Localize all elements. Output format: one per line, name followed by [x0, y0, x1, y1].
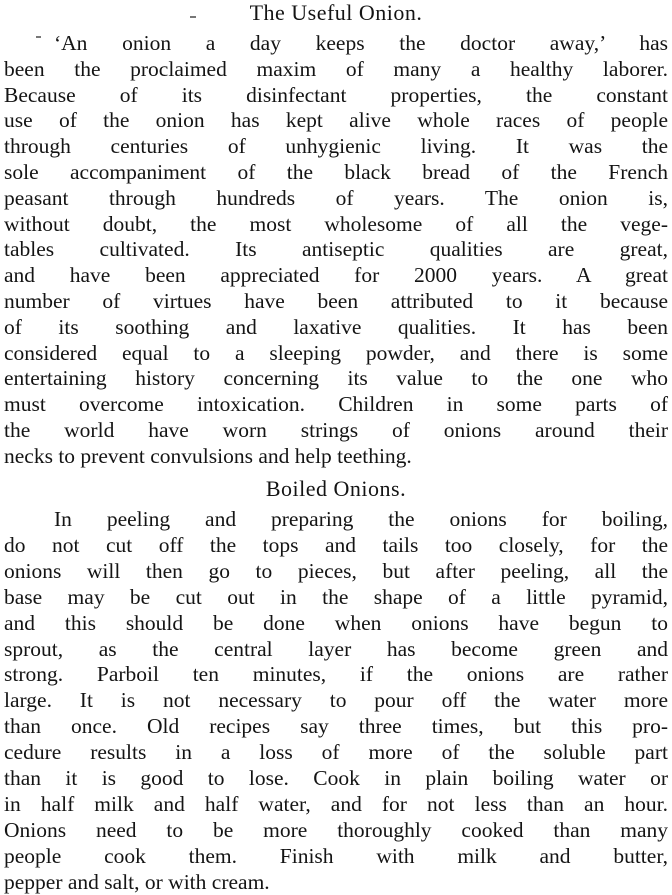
text-line: the world have worn strings of onions around their — [4, 418, 668, 442]
text-line: Because of its disinfectant properties, the constant — [4, 82, 668, 107]
print-speck — [36, 36, 41, 38]
text-line: large. It is not necessary to pour off the water more — [4, 688, 668, 713]
text-line: onions will then go to pieces, but after peeling, all the — [4, 558, 668, 583]
text-line: do not cut off the tops and tails too closely, for the — [4, 532, 668, 557]
text-line: necks to prevent convulsions and help teething. — [4, 443, 412, 468]
text-line: entertaining history concerning its value to the one who — [4, 366, 668, 391]
text-line: In peeling and preparing the onions for boiling, — [54, 507, 668, 531]
text-line: base may be cut out in the shape of a little pyramid, — [4, 584, 668, 609]
text-line: of its soothing and laxative qualities. It has been — [4, 314, 668, 339]
text-line: in half milk and half water, and for not less than an hour. — [4, 791, 668, 816]
text-line: sprout, as the central layer has become green and — [4, 636, 668, 661]
text-line: than it is good to lose. Cook in plain boiling water or — [4, 766, 668, 790]
text-line: than once. Old recipes say three times, but this pro- — [4, 714, 668, 739]
text-line: number of virtues have been attributed to it because — [4, 289, 668, 313]
text-line: pepper and salt, or with cream. — [4, 869, 270, 894]
text-line: through centuries of unhygienic living. It was the — [4, 134, 668, 159]
text-line: been the proclaimed maxim of many a healthy laborer. — [4, 56, 668, 81]
text-line: people cook them. Finish with milk and butter, — [4, 843, 668, 868]
text-line: sole accompaniment of the black bread of the French — [4, 160, 668, 184]
text-line: cedure results in a loss of more of the soluble part — [4, 740, 668, 765]
section-title-boiled-onions: Boiled Onions. — [265, 476, 407, 501]
text-line: without doubt, the most wholesome of all the vege- — [4, 211, 668, 236]
text-line: strong. Parboil ten minutes, if the onions are rather — [4, 662, 668, 687]
text-line: considered equal to a sleeping powder, and there is some — [4, 340, 668, 365]
text-line: use of the onion has kept alive whole races of people — [4, 108, 668, 133]
text-line: must overcome intoxication. Children in some parts of — [4, 392, 668, 417]
text-line: and have been appreciated for 2000 years. A great — [4, 263, 668, 288]
text-line: ‘An onion a day keeps the doctor away,’ has — [54, 31, 668, 55]
text-line: and this should be done when onions have begun to — [4, 610, 668, 635]
text-line: peasant through hundreds of years. The onion is, — [4, 185, 668, 210]
text-line: tables cultivated. Its antiseptic qualities are great, — [4, 237, 668, 262]
section-title-useful-onion: The Useful Onion. — [249, 0, 423, 25]
text-line: Onions need to be more thoroughly cooked than many — [4, 817, 668, 842]
